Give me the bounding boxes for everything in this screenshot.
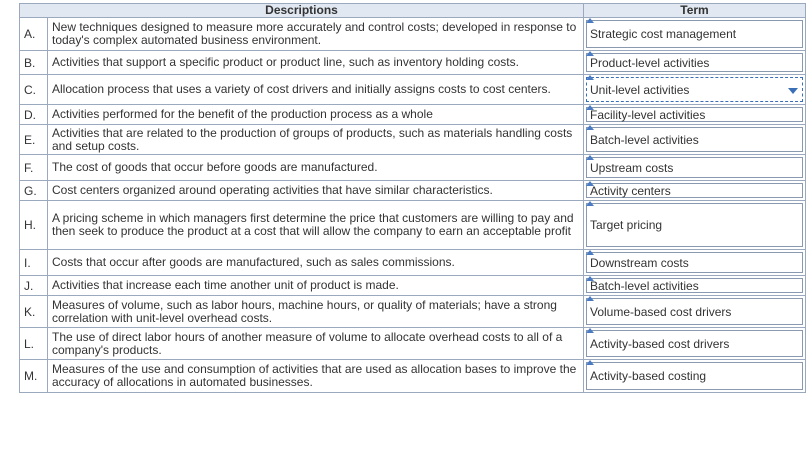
row-description: Costs that occur after goods are manufactured, such as sales commissions. (48, 250, 584, 276)
term-dropdown[interactable] (586, 53, 803, 72)
term-cell (584, 296, 806, 328)
table-body (20, 18, 806, 393)
table-row (20, 18, 806, 51)
drag-handle-icon[interactable] (586, 75, 594, 80)
drag-handle-icon[interactable] (586, 181, 594, 186)
table-row (20, 360, 806, 393)
term-dropdown[interactable] (586, 183, 803, 198)
table-row (20, 276, 806, 296)
term-label: Target pricing (590, 218, 663, 232)
term-dropdown[interactable] (586, 330, 803, 357)
term-dropdown[interactable] (586, 278, 803, 293)
term-cell (584, 155, 806, 181)
row-description: The cost of goods that occur before goods are manufactured. (48, 155, 584, 181)
row-description: Cost centers organized around operating activities that have similar characteristics. (48, 181, 584, 201)
row-letter: L. (20, 328, 48, 360)
drag-handle-icon[interactable] (586, 250, 594, 255)
drag-handle-icon[interactable] (586, 328, 594, 333)
matching-table (19, 3, 806, 393)
row-letter: C. (20, 75, 48, 105)
term-label: Batch-level activities (590, 278, 699, 293)
row-letter: E. (20, 125, 48, 155)
row-description: New techniques designed to measure more accurately and control costs; developed in response to today's complex automated business environment. (48, 18, 584, 51)
row-letter: G. (20, 181, 48, 201)
row-description: The use of direct labor hours of another measure of volume to allocate overhead costs to all of a company's products. (48, 328, 584, 360)
table-row (20, 296, 806, 328)
term-dropdown[interactable] (586, 127, 803, 152)
term-label: Batch-level activities (590, 132, 699, 147)
row-letter: B. (20, 51, 48, 75)
row-description: Measures of the use and consumption of activities that are used as allocation bases to improve the accuracy of allocations in automated businesses. (48, 360, 584, 393)
term-label: Facility-level activities (590, 107, 706, 122)
table-row (20, 201, 806, 250)
table-row (20, 105, 806, 125)
term-dropdown[interactable] (586, 203, 803, 247)
drag-handle-icon[interactable] (586, 155, 594, 160)
row-description: A pricing scheme in which managers first determine the price that customers are willing to pay and then seek to produce the product at a cost that will allow the company to earn an acceptable profit (48, 201, 584, 250)
table-row (20, 155, 806, 181)
term-label: Activity centers (590, 183, 671, 198)
drag-handle-icon[interactable] (586, 105, 594, 110)
term-dropdown[interactable] (586, 107, 803, 122)
term-dropdown-selected[interactable] (586, 77, 803, 102)
drag-handle-icon[interactable] (586, 276, 594, 281)
drag-handle-icon[interactable] (586, 201, 594, 206)
term-dropdown[interactable] (586, 20, 803, 48)
term-cell (584, 328, 806, 360)
term-cell (584, 181, 806, 201)
term-label: Unit-level activities (590, 82, 690, 97)
term-cell (584, 75, 806, 105)
drag-handle-icon[interactable] (586, 360, 594, 365)
row-description: Activities that support a specific product or product line, such as inventory holding costs. (48, 51, 584, 75)
matching-table-container (19, 3, 805, 393)
term-cell (584, 18, 806, 51)
row-letter: J. (20, 276, 48, 296)
term-cell (584, 201, 806, 250)
term-label: Activity-based costing (590, 369, 707, 383)
drag-handle-icon[interactable] (586, 18, 594, 23)
table-row (20, 75, 806, 105)
row-letter: D. (20, 105, 48, 125)
table-row (20, 125, 806, 155)
term-cell (584, 125, 806, 155)
row-description: Measures of volume, such as labor hours, machine hours, or quality of materials; have a strong correlation with unit-level overhead costs. (48, 296, 584, 328)
row-letter: H. (20, 201, 48, 250)
term-label: Upstream costs (590, 160, 674, 175)
row-description: Activities that are related to the production of groups of products, such as materials handling costs and setup costs. (48, 125, 584, 155)
term-dropdown[interactable] (586, 298, 803, 325)
row-letter: I. (20, 250, 48, 276)
term-label: Activity-based cost drivers (590, 336, 730, 351)
row-letter: M. (20, 360, 48, 393)
term-cell (584, 360, 806, 393)
term-dropdown[interactable] (586, 252, 803, 273)
term-label: Strategic cost management (590, 27, 737, 41)
row-letter: K. (20, 296, 48, 328)
drag-handle-icon[interactable] (586, 296, 594, 301)
descriptions-header: Descriptions (20, 4, 584, 18)
term-cell (584, 276, 806, 296)
row-description: Activities that increase each time another unit of product is made. (48, 276, 584, 296)
table-row (20, 250, 806, 276)
drag-handle-icon[interactable] (586, 125, 594, 130)
row-description: Allocation process that uses a variety of cost drivers and initially assigns costs to cost centers. (48, 75, 584, 105)
chevron-down-icon[interactable] (788, 88, 798, 94)
term-dropdown[interactable] (586, 157, 803, 178)
term-header: Term (584, 4, 806, 18)
table-row (20, 328, 806, 360)
term-dropdown[interactable] (586, 362, 803, 390)
table-row (20, 51, 806, 75)
row-letter: F. (20, 155, 48, 181)
term-cell (584, 250, 806, 276)
header-row (20, 4, 806, 18)
row-description: Activities performed for the benefit of the production process as a whole (48, 105, 584, 125)
row-letter: A. (20, 18, 48, 51)
term-label: Product-level activities (590, 55, 710, 70)
table-row (20, 181, 806, 201)
term-cell (584, 51, 806, 75)
term-cell (584, 105, 806, 125)
drag-handle-icon[interactable] (586, 51, 594, 56)
term-label: Volume-based cost drivers (590, 304, 732, 319)
term-label: Downstream costs (590, 255, 689, 270)
